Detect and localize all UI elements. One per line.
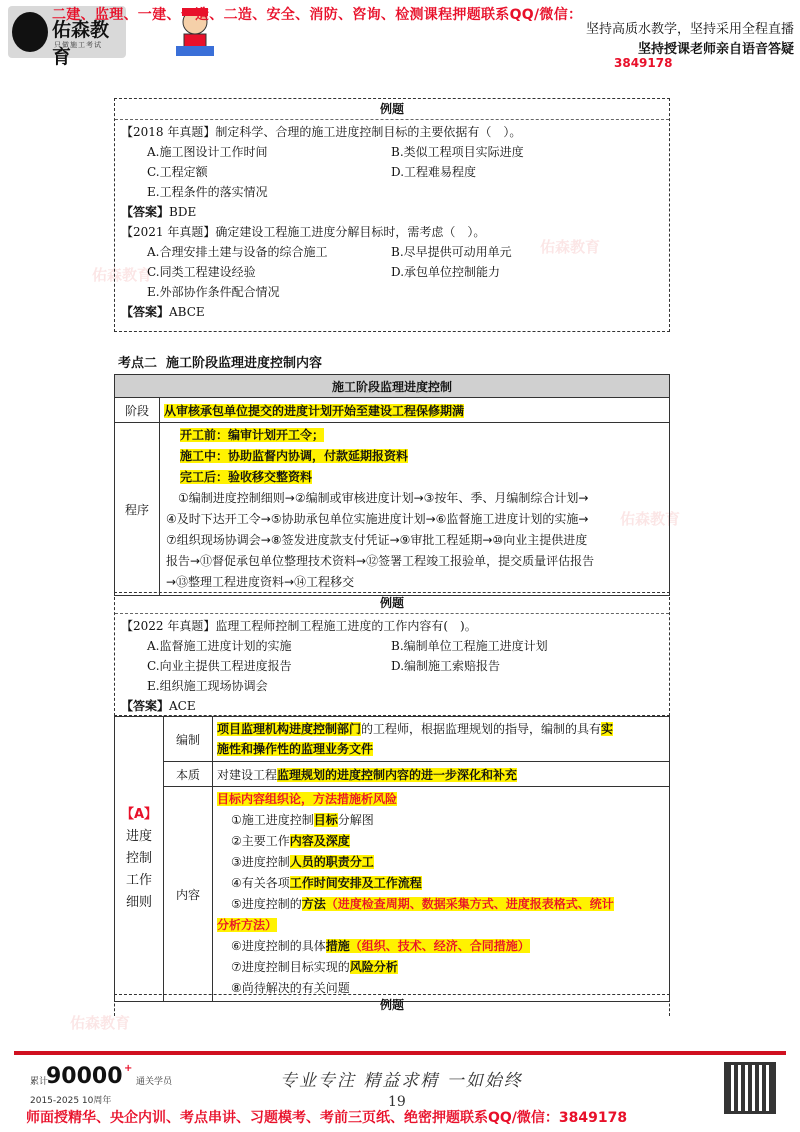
option: E.组织施工现场协调会 (147, 679, 268, 693)
stat-number: 90000 (46, 1064, 123, 1089)
seal-icon (12, 12, 48, 52)
procedure-step-line: ①编制进度控制细则→②编制或审核进度计划→③按年、季、月编制综合计划→ (166, 491, 589, 505)
question-2021: 【2021 年真题】确定建设工程施工进度分解目标时，需考虑（ ）。 (121, 225, 486, 239)
option: A.合理安排土建与设备的综合施工 (147, 245, 328, 259)
essence-label: 本质 (164, 762, 213, 787)
category-label: 细则 (125, 895, 152, 910)
page-number: 19 (388, 1094, 406, 1110)
essence-pre: 对建设工程 (217, 767, 278, 782)
category-label: 进度 (125, 829, 152, 844)
essence-text: 监理规划的进度控制内容的进一步深化和补充 (277, 767, 518, 782)
option: C.同类工程建设经验 (147, 265, 256, 279)
top-qq-number: 3849178 (614, 56, 673, 70)
content-item: ②主要工作内容及深度 (231, 834, 350, 848)
option: C.工程定额 (147, 165, 208, 179)
footer-divider (14, 1051, 786, 1055)
answer-label: 【答案】 (121, 699, 170, 713)
procedure-step-line: →⑬整理工程进度资料→⑭工程移交 (166, 575, 355, 589)
watermark: 佑森教育 (70, 1014, 131, 1032)
option: E.工程条件的落实情况 (147, 185, 268, 199)
category-tag: 【A】 (120, 807, 158, 822)
table-title: 施工阶段监理进度控制 (115, 375, 670, 398)
stat-prefix: 累计 (30, 1077, 49, 1087)
option: B.尽早提供可动用单元 (391, 245, 512, 259)
answer-value: BDE (169, 205, 197, 219)
procedure-label: 程序 (115, 423, 160, 596)
example-title: 例题 (115, 99, 669, 120)
section-heading: 考点二 施工阶段监理进度控制内容 (118, 356, 323, 371)
stat-suffix: 通关学员 (136, 1077, 173, 1087)
answer-value: ACE (169, 699, 196, 713)
compile-label: 编制 (164, 717, 213, 762)
header-slogan-1: 坚持高质水教学，坚持采用全程直播 (585, 22, 794, 37)
rules-category-cell (115, 717, 164, 1002)
answer-value: ABCE (169, 305, 205, 319)
question-2018: 【2018 年真题】制定科学、合理的施工进度控制目标的主要依据有（ ）。 (121, 125, 522, 139)
example-box-1 (114, 98, 670, 332)
bottom-promo-text: 师面授精华、央企内训、考点串讲、习题模考、考前三页纸、绝密押题联系QQ/微信：3849178 (26, 1110, 628, 1126)
stage-text: 从审核承包单位提交的进度计划开始至建设工程保修期满 (164, 403, 465, 418)
category-label: 工作 (125, 873, 152, 888)
option: D.工程难易程度 (391, 165, 477, 179)
example-title: 例题 (379, 998, 404, 1012)
procedure-during: 施工中：协助监督内协调，付款延期报资料 (180, 449, 409, 463)
stat-years: 2015-2025 10周年 (30, 1096, 112, 1106)
content-label: 内容 (164, 787, 213, 1002)
signature-motto: 专业专注 精益求精 一如始终 (280, 1071, 523, 1091)
watermark: 佑森教育 (540, 238, 601, 256)
content-item: ⑤进度控制的方法（进度检查周期、数据采集方式、进度报表格式、统计 (231, 897, 614, 911)
content-item: ⑦进度控制目标实现的风险分析 (231, 960, 398, 974)
option: A.监督施工进度计划的实施 (147, 639, 292, 653)
compile-hl: 实 (601, 722, 614, 736)
top-promo-text: 二建、监理、一建、一造、二造、安全、消防、咨询、检测课程押题联系QQ/微信： (52, 7, 583, 23)
qr-code-icon (724, 1062, 776, 1114)
category-label: 控制 (125, 851, 152, 866)
compile-dept: 项目监理机构进度控制部门 (217, 722, 362, 736)
content-item: ④有关各项工作时间安排及工作流程 (231, 876, 422, 890)
content-item-cont: 分析方法） (217, 918, 278, 932)
procedure-after: 完工后：验收移交整资料 (180, 470, 313, 484)
watermark: 佑森教育 (92, 266, 153, 284)
procedure-step-line: ④及时下达开工令→⑤协助承包单位实施进度计划→⑥监督施工进度计划的实施→ (166, 512, 589, 526)
example-title: 例题 (115, 593, 669, 614)
stat-plus: + (124, 1063, 133, 1074)
question-2022: 【2022 年真题】监理工程师控制工程施工进度的工作内容有( )。 (121, 619, 477, 633)
option: C.向业主提供工程进度报告 (147, 659, 292, 673)
procedure-before: 开工前：编审计划开工令； (180, 428, 325, 442)
procedure-step-line: 报告→⑪督促承包单位整理技术资料→⑫签署工程竣工报验单，提交质量评估报告 (166, 554, 595, 568)
content-item: ③进度控制人员的职责分工 (231, 855, 374, 869)
option: B.类似工程项目实际进度 (391, 145, 524, 159)
answer-label: 【答案】 (121, 305, 170, 319)
example-box-3 (114, 994, 670, 1016)
content-item: ①施工进度控制目标分解图 (231, 813, 374, 827)
compile-text: 的工程师，根据监理规划的指导，编制的具有 (361, 722, 602, 736)
page-header (0, 0, 800, 68)
content-item: ⑥进度控制的具体措施（组织、技术、经济、合同措施） (231, 939, 530, 953)
option: B.编制单位工程施工进度计划 (391, 639, 548, 653)
logo-subtitle: 只做施工考试 (54, 41, 102, 49)
option: A.施工图设计工作时间 (147, 145, 268, 159)
answer-label: 【答案】 (121, 205, 170, 219)
option: D.编制施工索赔报告 (391, 659, 501, 673)
progress-control-table (114, 374, 670, 596)
content-mnemonic: 目标内容组织论，方法措施析风险 (217, 792, 398, 806)
example-box-2 (114, 592, 670, 716)
stage-label: 阶段 (115, 398, 160, 423)
header-slogan-2: 坚持授课老师亲自语音答疑 (637, 42, 794, 57)
compile-doc: 施性和操作性的监理业务文件 (217, 742, 374, 756)
watermark: 佑森教育 (620, 510, 681, 528)
work-rules-table (114, 716, 670, 1002)
option: D.承包单位控制能力 (391, 265, 501, 279)
option: E.外部协作条件配合情况 (147, 285, 280, 299)
logo-text: 佑森教育 (52, 19, 110, 68)
procedure-step-line: ⑦组织现场协调会→⑧签发进度款支付凭证→⑨审批工程延期→⑩向业主提供进度 (166, 533, 588, 547)
content-item: ⑧尚待解决的有关问题 (231, 981, 350, 995)
